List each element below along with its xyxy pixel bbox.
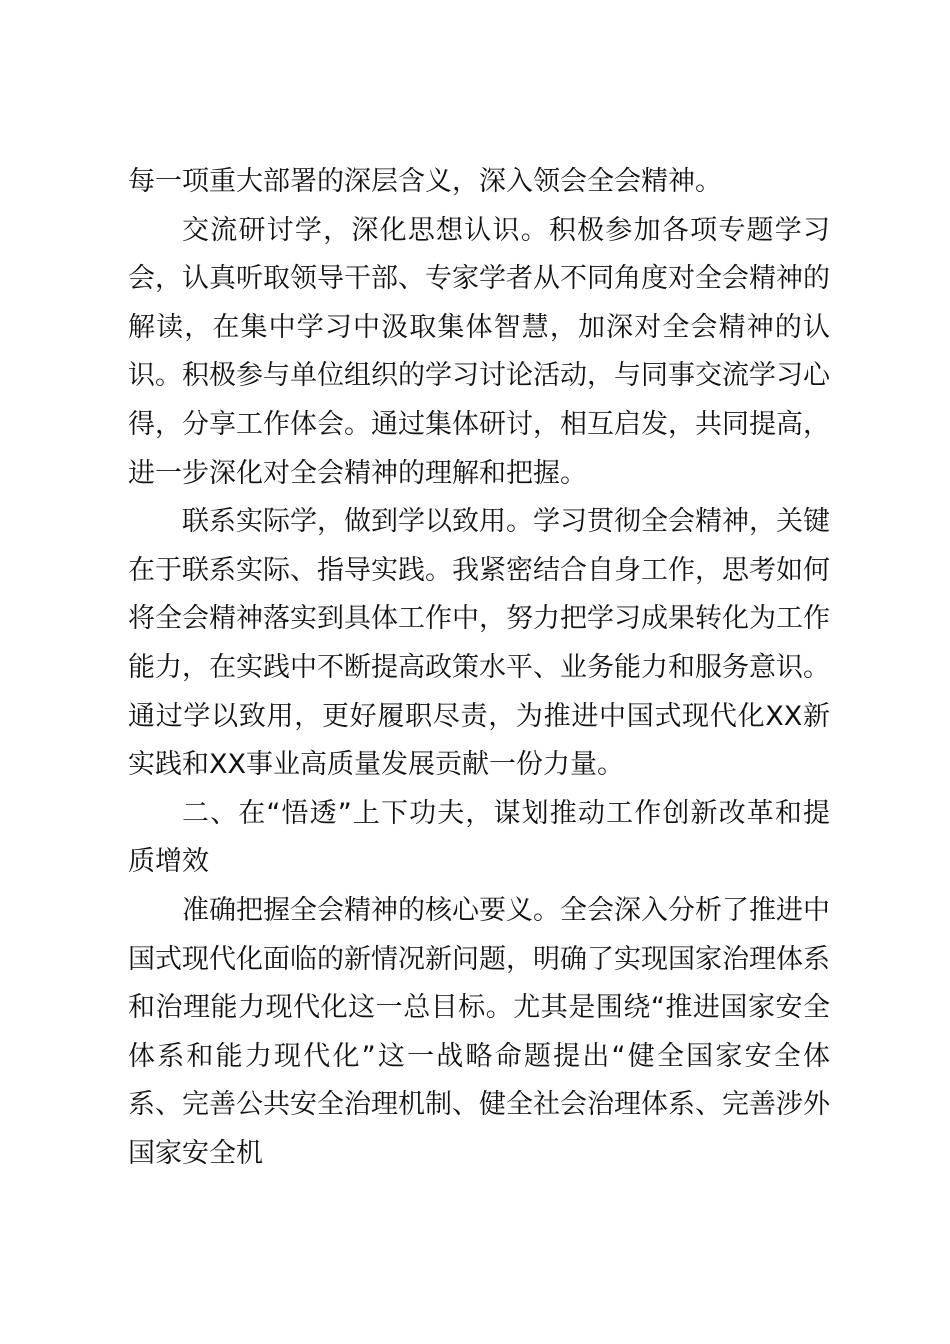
paragraph-4: 准确把握全会精神的核心要义。全会深入分析了推进中国式现代化面临的新情况新问题，明确了实现国家治理体系和治理能力现代化这一总目标。尤其是围绕“推进国家安全体系和能力现代化”这一战略命题提出“健全国家安全体系、完善公共安全治理机制、健全社会治理体系、完善涉外国家安全机 [128, 894, 830, 1169]
section-heading: 二、在“悟透”上下功夫，谋划推动工作创新改革和提质增效 [128, 797, 830, 878]
document-body [128, 158, 830, 1178]
paragraph-1: 每一项重大部署的深层含义，深入领会全会精神。 [128, 166, 722, 197]
paragraph-2: 交流研讨学，深化思想认识。积极参加各项专题学习会，认真听取领导干部、专家学者从不同角度对全会精神的解读，在集中学习中汲取集体智慧，加深对全会精神的认识。积极参与单位组织的学习讨论活动，与同事交流学习心得，分享工作体会。通过集体研讨，相互启发，共同提高，进一步深化对全会精神的理解和把握。 [128, 214, 830, 489]
paragraph-3: 联系实际学，做到学以致用。学习贯彻全会精神，关键在于联系实际、指导实践。我紧密结合自身工作，思考如何将全会精神落实到具体工作中，努力把学习成果转化为工作能力，在实践中不断提高政策水平、业务能力和服务意识。通过学以致用，更好履职尽责，为推进中国式现代化XX新实践和XX事业高质量发展贡献一份力量。 [128, 506, 830, 781]
